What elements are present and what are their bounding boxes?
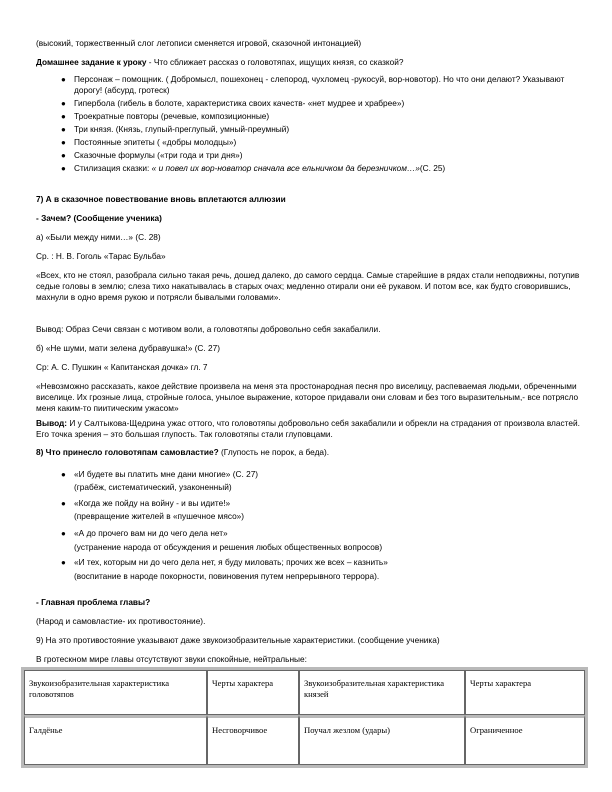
allusion-a: а) «Были между ними…» (С. 28) [36,232,161,242]
conclusion-1: Вывод: Образ Сечи связан с мотивом воли, а головотяпы добровольно себя закабалили. [36,324,381,334]
bullet-icon: ● [61,99,66,108]
table-header-cell: Звукоизобразительная характеристика князей [299,670,465,715]
bullet-icon: ● [61,529,66,538]
bullet-icon: ● [61,112,66,121]
comparison-pushkin: Ср: А. С. Пушкин « Капитанская дочка» гл. 7 [36,362,208,372]
bullet-icon: ● [61,558,66,567]
table-header-cell: Звукоизобразительная характеристика головотяпов [24,670,207,715]
table-header-cell: Черты характера [207,670,299,715]
homework-line [36,57,584,68]
list-item: ● Три князя. (Князь, глупый-преглупый, умный-преумный) [61,124,290,134]
section-7-heading: 7) А в сказочное повествование вновь вплетаются аллюзии [36,194,286,204]
table-header-row [24,670,585,715]
table-cell: Галдёнье [24,715,207,765]
document-page: (высокий, торжественный слог летописи сменяется игровой, сказочной интонацией) Домашнее задание к уроку - Что сближает рассказ о головотяпах, ищущих князя, со сказкой? ● Персонаж – помощник. ( Добромысл, пошехонец - слепород, чухломец -рукосуй, вор-новотор). Но что они делают? Указывают дорогу! (абсурд, гротеск) ● Гипербола (гибель в болоте, характеристика своих качеств- «нет мудрее и храбрее») ● Троекратные повторы (речевые, композиционные) ● Три князя. (Князь, глупый-преглупый, умный-преумный) ● Постоянные эпитеты ( «добры молодцы») ● Сказочные формулы («три года и три дня») ● Стилизация сказки: « и повел их вор-новатор сначала все ельничком да березничком…»(С. 25) 7) А в сказочное повествование вновь вплетаются аллюзии - Зачем? (Сообщение ученика) а) «Были между ними…» (С. 28) Ср. : Н. В. Гоголь «Тарас Бульба» «Всех, кто не стоял, разобрала сильно такая речь, дошед далеко, до самого сердца. Самые старейшие в рядах стали неподвижны, потупив седые головы в землю; слеза тихо накатывалась в старых очах; медленно отирали они её рукавом. И потом все, как будто сговорившись, махнули в одно время рукою и потрясли бывалыми головами». Вывод: Образ Сечи связан с мотивом воли, а головотяпы добровольно себя закабалили. б) «Не шуми, мати зелена дубравушка!» (С. 27) Ср: А. С. Пушкин « Капитанская дочка» гл. 7 «Невозможно рассказать, какое действие произвела на меня эта простонародная песня про виселицу, распеваемая людьми, обреченными виселице. Их грозные лица, стройные голоса, унылое выражение, которое придавали они словам и без того выразительным,- все потрясло меня каким-то пиитическим ужасом» Вывод: И у Салтыкова-Щедрина ужас оттого, что головотяпы добровольно себя закабалили и обрекли на страдания от произвола властей. Его точка зрения – это большая глупость. Так головотяпы стали глуповцами. 8) Что принесло головотяпам самовластие? (Глупость не порок, а беда). ● «И будете вы платить мне дани многие» (С. 27) (грабёж, систематический, узаконенный) ● «Когда же пойду на войну - и вы идите!» (превращение жителей в «пушечное мясо») ● «А до прочего вам ни до чего дела нет» (устранение народа от обсуждения и решения любых общественных вопросов) ● «И тех, которым ни до чего дела нет, я буду миловать; прочих же всех – казнить» (воспитание в народе покорности, повиновения путем непрерывного террора). - Главная проблема главы? (Народ и самовластие- их противостояние). 9) На это противостояние указывают даже звукоизобразительные характеристики. (сообщение ученика) В гротескном мире главы отсутствуют звуки спокойные, нейтральные: Звукоизобразительная характеристика головотяпов Черты характера Звукоизобразительная характеристика князей Черты характера Галдёнье Несговорчивое Поучал жезлом (удары) Ограниченное [0,0,612,792]
grotesque-line: В гротескном мире главы отсутствуют звуки спокойные, нейтральные: [36,654,307,664]
quote-gogol: «Всех, кто не стоял, разобрала сильно такая речь, дошед далеко, до самого сердца. Самые старейшие в рядах стали неподвижны, потупив седые головы в землю; слеза тихо накатывалась в старых очах; медленно отирали они её рукавом. И потом все, как будто сговорившись, махнули в одно время рукою и потрясли бывалыми головами». [36,270,580,302]
main-problem-answer: (Народ и самовластие- их противостояние). [36,616,206,626]
allusion-b: б) «Не шуми, мати зелена дубравушка!» (С. 27) [36,343,220,353]
homework-label: Домашнее задание к уроку [36,57,147,67]
list-item: ● Сказочные формулы («три года и три дня») [61,150,243,160]
bullet-icon: ● [61,138,66,147]
conclusion-2-label: Вывод: [36,418,68,428]
table-cell: Ограниченное [465,715,585,765]
bullet-icon: ● [61,470,66,479]
why-heading: - Зачем? (Сообщение ученика) [36,213,162,223]
conclusion-2: Вывод: И у Салтыкова-Щедрина ужас оттого, что головотяпы добровольно себя закабалили и обрекли на страдания от произвола властей. Его точка зрения – это большая глупость. Так головотяпы стали глуповцами. [36,418,580,439]
sound-characteristics-table [21,667,588,768]
table-row [24,715,585,765]
table-cell: Несговорчивое [207,715,299,765]
list-item: ● Персонаж – помощник. ( Добромысл, пошехонец - слепород, чухломец -рукосуй, вор-новотор). Но что они делают? Указывают дорогу! (абсурд, гротеск) [61,74,565,95]
intro-line: (высокий, торжественный слог летописи сменяется игровой, сказочной интонацией) [36,38,362,48]
quote-pushkin: «Невозможно рассказать, какое действие произвела на меня эта простонародная песня про виселицу, распеваемая людьми, обреченными виселице. Их грозные лица, стройные голоса, унылое выражение, которое придавали они словам и без того выразительным,- все потрясло меня каким-то пиитическим ужасом» [36,381,579,413]
point-9: 9) На это противостояние указывают даже звукоизобразительные характеристики. (сообщение ученика) [36,635,440,645]
bullet-icon: ● [61,75,66,84]
bullet-icon: ● [61,164,66,173]
list-item: ● Гипербола (гибель в болоте, характеристика своих качеств- «нет мудрее и храбрее») [61,98,405,108]
list-item: ● Троекратные повторы (речевые, композиционные) [61,111,270,121]
bullet-icon: ● [61,151,66,160]
table-header-cell: Черты характера [465,670,585,715]
bullet-icon: ● [61,499,66,508]
list-item: ● Постоянные эпитеты ( «добры молодцы») [61,137,237,147]
comparison-gogol: Ср. : Н. В. Гоголь «Тарас Бульба» [36,251,166,261]
table-cell: Поучал жезлом (удары) [299,715,465,765]
list-item: ● Стилизация сказки: « и повел их вор-новатор сначала все ельничком да березничком…»(С. 25) [61,163,446,173]
main-problem-heading: - Главная проблема главы? [36,597,151,607]
section-8-heading: 8) Что принесло головотяпам самовластие? (Глупость не порок, а беда). [36,447,330,457]
homework-text: - Что сближает рассказ о головотяпах, ищущих князя, со сказкой? [146,57,404,67]
bullet-icon: ● [61,125,66,134]
